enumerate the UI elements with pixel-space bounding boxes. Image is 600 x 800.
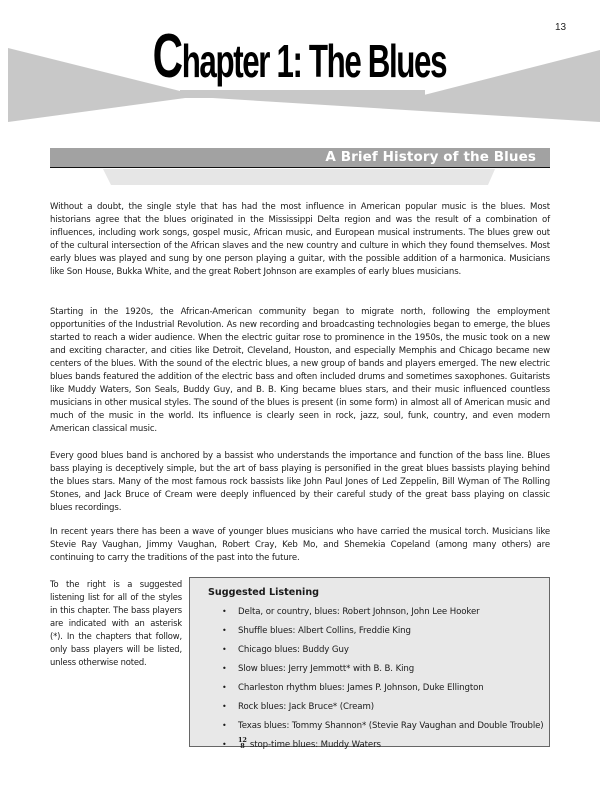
bullet-icon: • — [222, 721, 227, 730]
list-item-text: Rock blues: Jack Bruce* (Cream) — [238, 702, 374, 712]
section-bar-shadow — [0, 0, 600, 200]
bullet-icon: • — [222, 645, 227, 654]
bullet-icon: • — [222, 664, 227, 673]
body-paragraph: Without a doubt, the single style that has had the most influence in American popular music is the blues. Most historians agree that the blues originated in the Mississippi Delta region and was the result of a combination of influences, including work songs, gospel music, African music, and European musical instruments. The blues grew out of the cultural intersection of the African slaves and the new country and culture in which they found themselves. Most early blues was played and sung by one person playing a guitar, with the possible addition of a harmonica. Musicians like Son House, Bukka White, and the great Robert Johnson are examples of early blues musicians. — [50, 202, 550, 277]
list-item — [222, 662, 544, 681]
time-signature-bottom: 8 — [240, 741, 245, 750]
list-item-text: Slow blues: Jerry Jemmott* with B. B. King — [238, 664, 415, 674]
suggested-listening-title: Suggested Listening — [208, 587, 320, 598]
suggested-listening-list — [222, 605, 544, 757]
list-item-text: Chicago blues: Buddy Guy — [238, 645, 349, 655]
suggested-listening-box — [189, 577, 550, 750]
list-item-text: stop-time blues: Muddy Waters — [249, 740, 381, 750]
bullet-icon: • — [222, 626, 227, 635]
bullet-icon: • — [222, 740, 227, 749]
list-item-text: Shuffle blues: Albert Collins, Freddie King — [238, 626, 411, 636]
chapter-title-rest: hapter 1: The Blues — [181, 35, 447, 87]
time-signature-icon — [238, 737, 247, 749]
list-item-text: Delta, or country, blues: Robert Johnson, John Lee Hooker — [238, 607, 480, 617]
section-title: A Brief History of the Blues — [325, 149, 536, 165]
list-item — [222, 719, 544, 738]
list-item — [222, 624, 544, 643]
time-signature-top: 12 — [238, 735, 247, 744]
body-paragraph: Every good blues band is anchored by a bassist who understands the importance and function of the bass line. Blues bass playing is deceptively simple, but the art of bass playing is personified in the great blues bassists playing behind the blues stars. Many of the most famous rock bassists like John Paul Jones of Led Zeppelin, Bill Wyman of The Rolling Stones, and Jack Bruce of Cream were deeply influenced by their careful study of the great bass playing on classic blues recordings. — [50, 451, 550, 513]
list-item-text: Charleston rhythm blues: James P. Johnson, Duke Ellington — [238, 683, 484, 693]
side-note: To the right is a suggested listening list for all of the styles in this chapter. The bass players are indicated with an asterisk (*). In the chapters that follow, only bass players will be listed, unless otherwise noted. — [50, 579, 182, 667]
list-item — [222, 735, 544, 757]
list-item — [222, 681, 544, 700]
list-item — [222, 605, 544, 624]
section-header-bar — [50, 148, 550, 168]
list-item-text: Texas blues: Tommy Shannon* (Stevie Ray Vaughan and Double Trouble) — [238, 721, 544, 731]
chapter-title-initial: C — [152, 22, 182, 91]
bullet-icon: • — [222, 683, 227, 692]
list-item — [222, 700, 544, 719]
list-item — [222, 643, 544, 662]
bullet-icon: • — [222, 607, 227, 616]
page-number: 13 — [555, 22, 567, 33]
body-paragraph: Starting in the 1920s, the African-American community began to migrate north, following the employment opportunities of the Industrial Revolution. As new recording and broadcasting technologies began to emerge, the blues started to reach a wider audience. When the electric guitar rose to prominence in the 1950s, the music took on a new and exciting character, and cities like Detroit, Cleveland, Houston, and especially Memphis and Chicago became new centers of the blues. With the sound of the electric blues, a new group of bands and players emerged. The new electric blues bands featured the addition of the electric bass and often included drums and sometimes saxophones. Guitarists like Muddy Waters, Son Seals, Buddy Guy, and B. B. King became blues stars, and their music influenced countless musicians in other musical styles. The sound of the blues is present (in some form) in almost all of American music and much of the music in the world. Its influence is clearly seen in rock, jazz, soul, funk, country, and even modern American classical music. — [50, 307, 550, 434]
body-paragraph: In recent years there has been a wave of younger blues musicians who have carried the musical torch. Musicians like Stevie Ray Vaughan, Jimmy Vaughan, Robert Cray, Keb Mo, and Shemekia Copeland (among many others) are continuing to carry the traditions of the past into the future. — [50, 527, 550, 563]
bullet-icon: • — [222, 702, 227, 711]
